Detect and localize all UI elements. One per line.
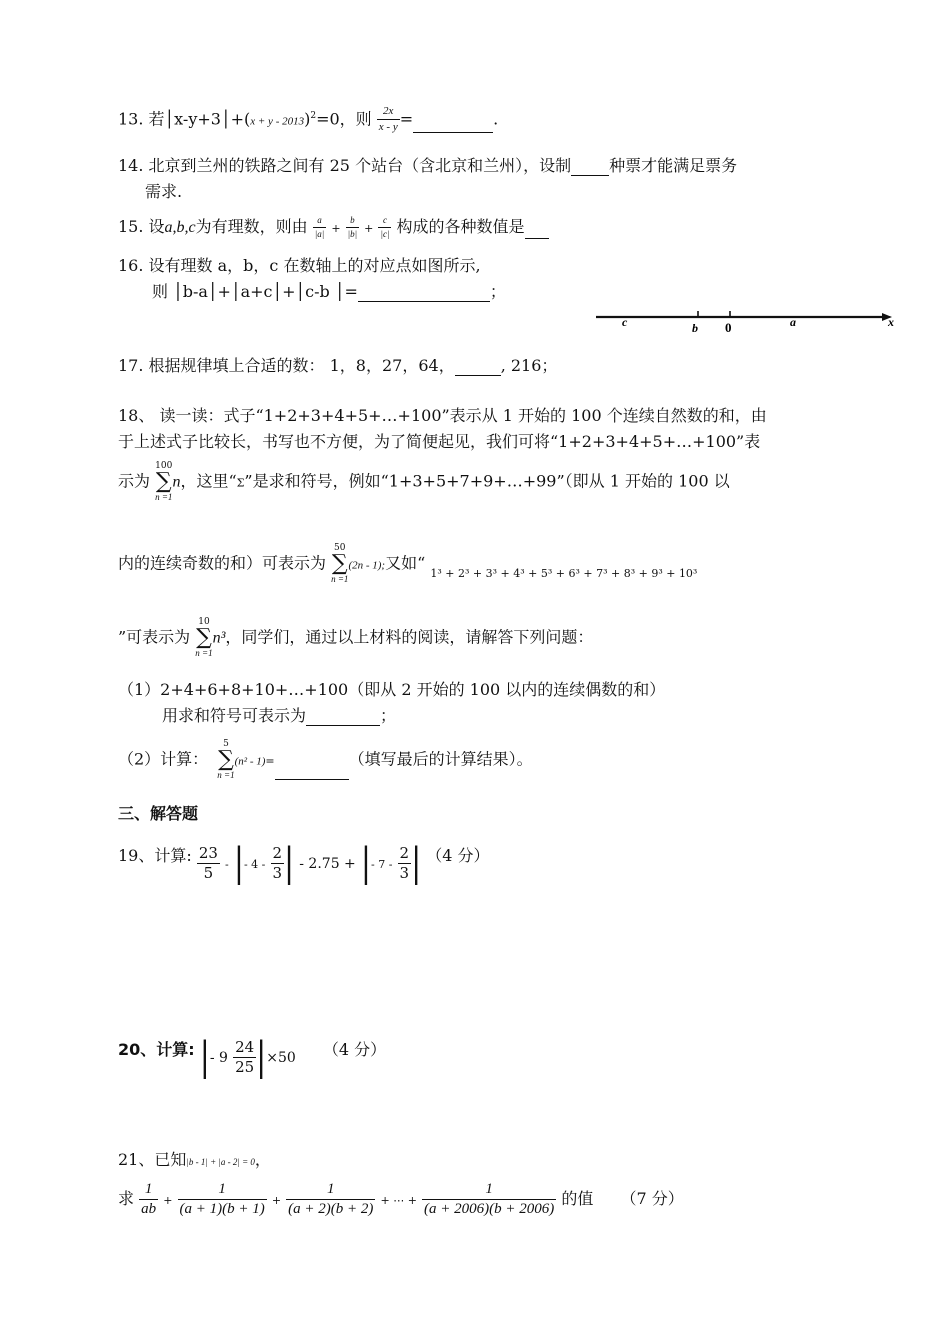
q21-term-2: $\frac{1}{(a + 1)(b + 1)}$ [179,1181,265,1217]
q21-comma: ， [254,1150,271,1169]
sum-symbol-4: 5 ∑ n =1 [217,739,235,780]
question-18-line5 [118,618,593,658]
q15-plus-2: + [364,222,374,235]
question-15 [118,216,549,239]
q15-answer-blank[interactable] [525,222,549,239]
q18-text-4b: 又如“ [385,553,426,573]
question-18-part1-line2 [162,706,396,726]
q13-answer-blank[interactable] [413,116,493,133]
axis-label-x: x [888,315,894,329]
q18-text-3a: 示为 [118,471,151,491]
q18-text-2: 于上述式子比较长，书写也不方便，为了简便起见，我们可将“1+2+3+4+5+…+100”表 [118,432,761,451]
q21-dots: + ⋯ + [380,1194,417,1207]
q18-part2-eq: = [265,754,275,768]
q20-times: ×50 [266,1050,296,1066]
q15-term-c: $\frac{c}{|c|}$ [380,215,390,239]
abs-bar-right-2: | [411,840,422,886]
sum-3-body: n³ [212,629,226,647]
question-18-part1-line1 [118,680,665,700]
q21-condition: |b - 1| + |a - 2| = 0 [186,1157,255,1167]
q20-score: （4 分） [322,1040,387,1059]
q14-text-2: 需求. [145,182,183,201]
q18-text-3c: ”是求和符号，例如“1+3+5+7+9+…+99”（即从 1 开始的 100 以 [244,471,730,491]
q21-post: 的值 [561,1189,594,1208]
q18-part2-post: （填写最后的计算结果）。 [348,749,533,769]
q15-term-b: $\frac{b}{|b|}$ [347,215,358,239]
q18-part1-text: （1）2+4+6+8+10+…+100（即从 2 开始的 100 以内的连续偶数的和） [118,680,666,699]
q18-text-3b: ，这里“ [180,471,237,491]
q21-plus-2: + [271,1194,282,1207]
q18-part2-pre: （2）计算： [118,749,209,769]
abs-bar-left-1: | [233,840,244,886]
number-line [592,306,904,336]
section-3-title: 三、解答题 [118,804,199,823]
q18-part1-text-2: 用求和符号可表示为 [162,706,307,725]
axis-label-a: a [790,315,796,329]
sum-symbol-2: 50 ∑ n =1 [331,543,349,584]
axis-label-zero: 0 [725,320,732,335]
question-16-line1 [118,256,481,276]
axis-label-c: c [622,315,628,329]
abs-bar-left-3: | [199,1034,210,1080]
q14-text-tail: 种票才能满足票务 [609,156,738,175]
q13-eq2: = [399,109,414,129]
q19-fraction-1: $\frac{23}{5}$ [198,844,218,882]
q15-mid: 为有理数，则由 [195,217,308,236]
abs-bar-left-2: | [360,840,371,886]
cubes-series: 1³ + 2³ + 3³ + 4³ + 5³ + 6³ + 7³ + 8³ + 9³ + 10³ [430,566,698,580]
question-21-line2 [118,1182,684,1222]
q18-text-1: 18、 读一读：式子“1+2+3+4+5+…+100”表示从 1 开始的 100 个连续自然数的和，由 [118,406,767,425]
question-16-line2 [152,282,506,302]
question-21-line1 [118,1150,271,1172]
sum-symbol-3: 10 ∑ n =1 [195,617,213,658]
q21-qiu: 求 [118,1189,135,1208]
q14-answer-blank[interactable] [571,159,609,176]
q16-answer-blank[interactable] [358,285,490,302]
q19-inner-2: - 7 - [371,858,393,871]
q16-text: 16. 设有理数 a，b，c 在数轴上的对应点如图所示, [118,256,481,275]
q17-answer-blank[interactable] [455,359,501,376]
q21-text: 21、已知 [118,1150,187,1169]
axis-label-b: b [692,321,698,335]
q18-part2-answer-blank[interactable] [275,763,349,780]
q15-vars: a,b,c [164,219,196,236]
question-14-line2 [145,182,182,202]
question-19 [118,840,490,890]
sum-symbol-1: 100 ∑ n =1 [155,461,173,502]
question-18-part2 [118,740,533,780]
question-14-line1 [118,156,737,176]
q15-term-a: $\frac{a}{|a|}$ [314,215,325,239]
q21-score: （7 分） [620,1189,684,1208]
q18-part1-answer-blank[interactable] [306,709,380,726]
q18-part1-end: ； [380,706,397,725]
q19-middle: - 2.75 + [299,856,356,872]
q20-label: 20、计算: [118,1040,195,1059]
q17-text: 17. 根据规律填上合适的数： 1，8，27，64， [118,356,455,375]
q13-expr: x + y - 2013 [250,115,305,128]
sum-2-body: (2n - 1); [348,559,386,572]
section-title [118,804,198,824]
q19-minus: - [225,858,229,871]
q16-end: ； [489,282,506,301]
q13-fraction: $\frac{2x}{x - y}$ [378,105,398,134]
question-17 [118,356,557,376]
q15-plus-1: + [331,222,341,235]
q13-eq: =0，则 [316,109,372,129]
question-18-line1 [118,406,767,426]
q18-text-5b: ，同学们，通过以上材料的阅读，请解答下列问题： [225,627,594,647]
q16-expr: 则 │b-a│+│a+c│+│c-b │= [152,282,358,301]
q21-term-1: $\frac{1}{ab}$ [141,1181,157,1217]
q19-fraction-2: $\frac{2}{3}$ [272,844,283,882]
q19-label: 19、计算: [118,846,192,865]
q20-whole: - 9 [209,1050,228,1066]
sigma-icon: Σ [236,476,245,490]
q18-text-5a: ”可表示为 [118,627,191,647]
q19-inner-1: - 4 - [243,858,266,871]
q13-exponent: 2 [310,111,317,121]
question-20 [118,1034,387,1084]
abs-bar-right-3: | [256,1034,267,1080]
q21-term-4: $\frac{1}{(a + 2006)(b + 2006)}$ [424,1181,555,1217]
q15-pre: 15. 设 [118,217,165,236]
q13-number: 13. [118,109,144,129]
q18-text-4a: 内的连续奇数的和）可表示为 [118,553,327,573]
q21-term-3: $\frac{1}{(a + 2)(b + 2)}$ [288,1181,374,1217]
sum-4-body: (n² - 1) [234,755,266,768]
q17-tail: , 216； [500,356,558,375]
q13-text: 若│x-y+3│+( [148,109,251,129]
question-18-line3 [118,462,730,502]
q21-plus-1: + [163,1194,173,1207]
q15-post: 构成的各种数值是 [396,217,525,236]
q19-fraction-3: $\frac{2}{3}$ [399,844,410,882]
q20-fraction: $\frac{24}{25}$ [235,1038,255,1076]
q19-score: （4 分） [426,846,490,865]
abs-bar-right-1: | [284,840,295,886]
question-18-line2 [118,432,760,452]
question-18-line4 [118,544,697,584]
q13-end: . [493,109,499,129]
sum-1-body: n [172,473,181,491]
q14-text: 14. 北京到兰州的铁路之间有 25 个站台（含北京和兰州），设制 [118,156,572,175]
question-13: 13. 若│x-y+3│+(x + y - 2013)$^2$=0，则 $\frac{2x}{x - y}$ = . [118,105,499,134]
